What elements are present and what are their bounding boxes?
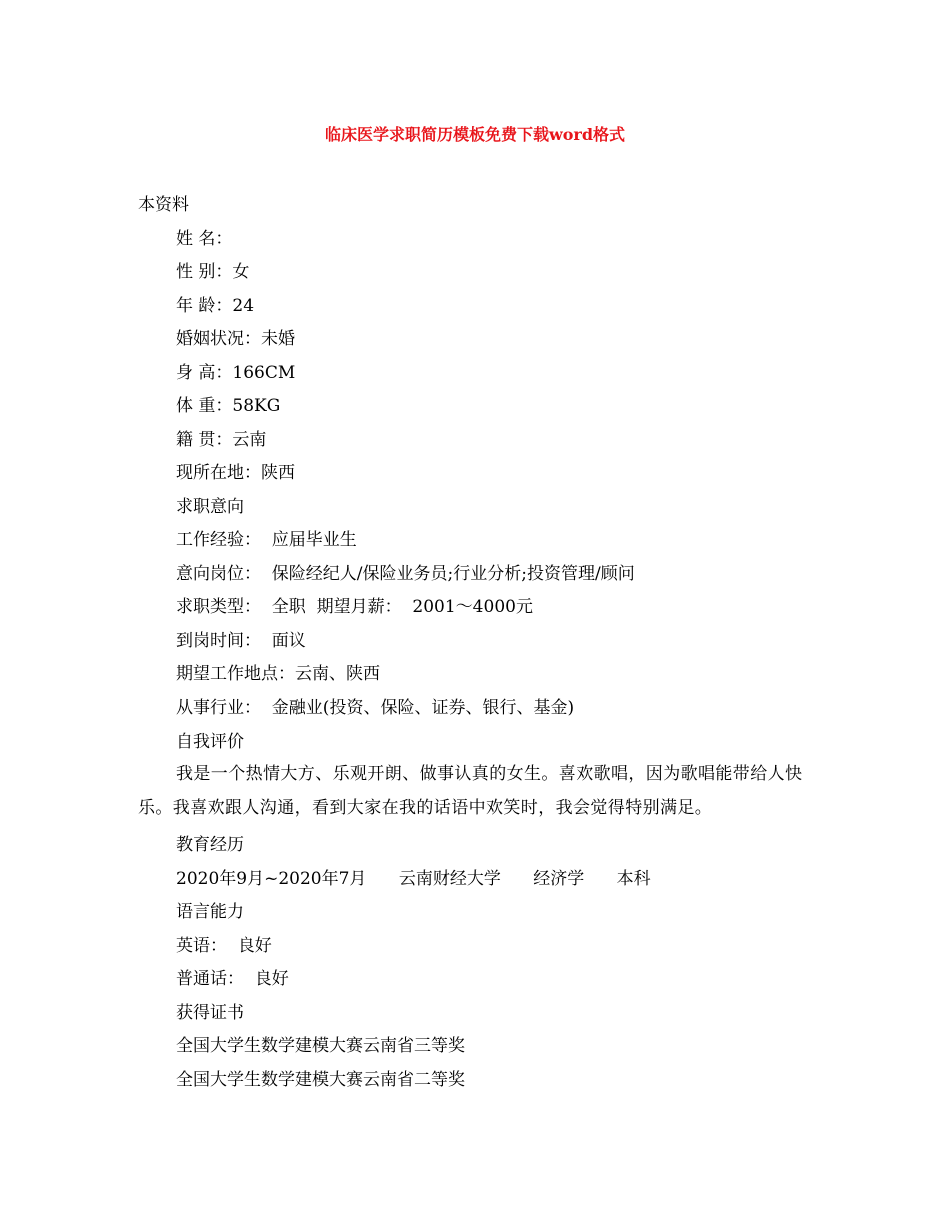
- field-marital-status: 婚姻状况：未婚: [176, 329, 295, 349]
- field-arrival: 到岗时间： 面议: [176, 631, 306, 651]
- field-english: 英语： 良好: [176, 936, 272, 956]
- field-height: 身 高：166CM: [176, 363, 296, 383]
- document-title: 临床医学求职简历模板免费下载word格式: [324, 125, 626, 144]
- section-basic-heading: 本资料: [138, 195, 189, 215]
- field-origin: 籍 贯：云南: [176, 430, 267, 450]
- field-name: 姓 名：: [176, 229, 233, 249]
- section-language-heading: 语言能力: [176, 902, 244, 922]
- field-type-salary: 求职类型： 全职 期望月薪： 2001～4000元: [176, 597, 533, 617]
- field-work-place: 期望工作地点：云南、陕西: [176, 664, 380, 684]
- field-weight: 体 重：58KG: [176, 396, 281, 416]
- field-gender: 性 别：女: [176, 262, 250, 282]
- self-eval-paragraph: 我是一个热情大方、乐观开朗、做事认真的女生。喜欢歌唱，因为歌唱能带给人快乐。我喜欢跟人沟通，看到大家在我的话语中欢笑时，我会觉得特别满足。: [138, 764, 803, 818]
- field-age: 年 龄：24: [176, 296, 255, 316]
- field-experience: 工作经验： 应届毕业生: [176, 530, 357, 550]
- field-mandarin: 普通话： 良好: [176, 969, 289, 989]
- field-position: 意向岗位： 保险经纪人/保险业务员;行业分析;投资管理/顾问: [176, 564, 635, 584]
- field-location: 现所在地：陕西: [176, 463, 295, 483]
- certificate-item: 全国大学生数学建模大赛云南省三等奖: [176, 1036, 465, 1056]
- section-certificates-heading: 获得证书: [176, 1003, 244, 1023]
- education-entry: 2020年9月~2020年7月 云南财经大学 经济学 本科: [176, 869, 651, 889]
- section-education-heading: 教育经历: [176, 835, 244, 855]
- section-self-eval-heading: 自我评价: [176, 732, 244, 752]
- section-intent-heading: 求职意向: [176, 497, 244, 517]
- certificate-item: 全国大学生数学建模大赛云南省二等奖: [176, 1070, 465, 1090]
- field-industry: 从事行业： 金融业(投资、保险、证券、银行、基金): [176, 698, 575, 718]
